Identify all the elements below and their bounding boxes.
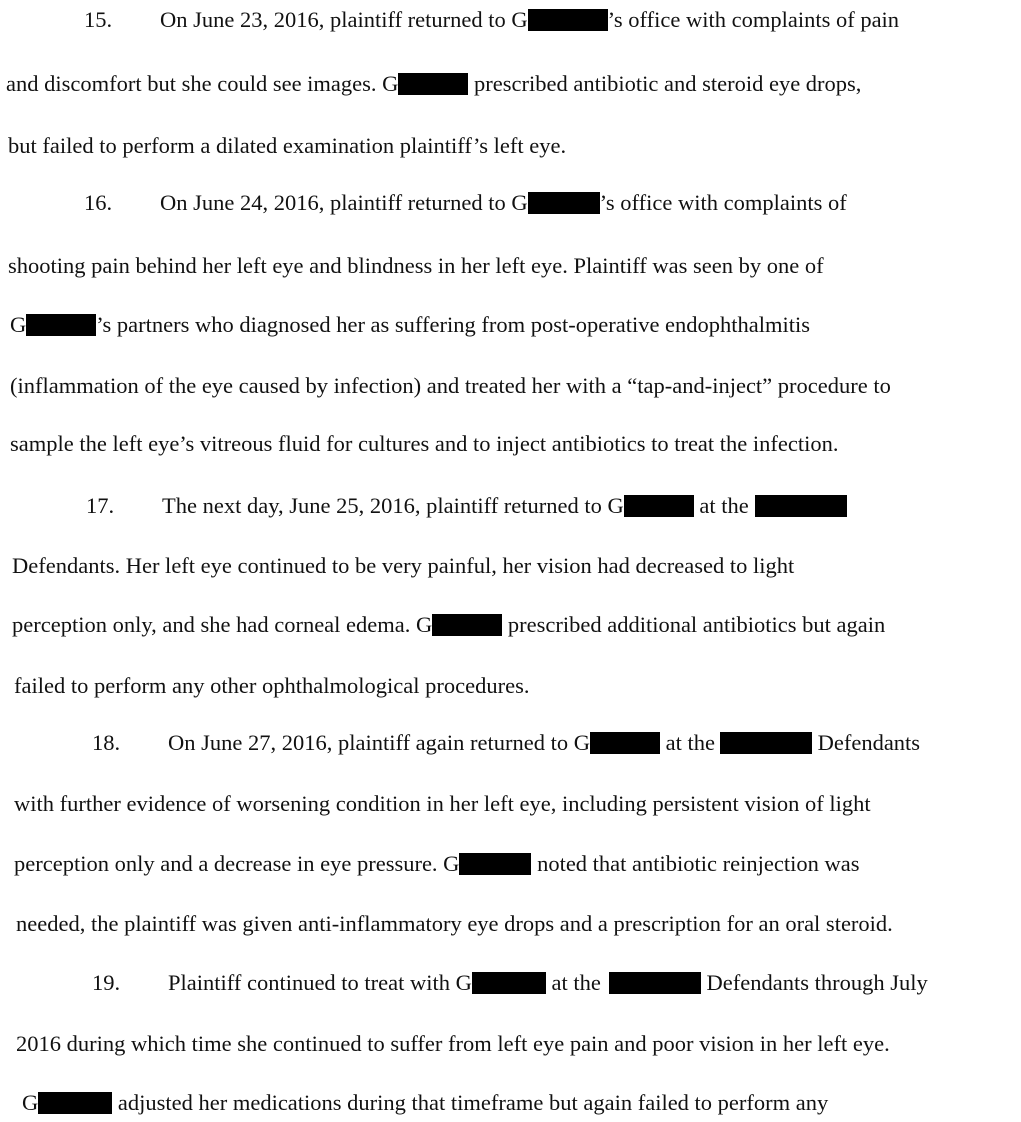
redaction-bar bbox=[755, 495, 847, 517]
paragraph-18-line-3 bbox=[14, 850, 859, 878]
paragraph-19-line-2 bbox=[16, 1030, 890, 1058]
paragraph-text: Plaintiff continued to treat with G bbox=[168, 970, 472, 995]
paragraph-19-line-3 bbox=[22, 1089, 828, 1117]
paragraph-text: (inflammation of the eye caused by infection) and treated her with a “tap-and-inject” procedure to bbox=[10, 373, 891, 398]
paragraph-text: On June 23, 2016, plaintiff returned to G bbox=[160, 7, 528, 32]
paragraph-text: 2016 during which time she continued to suffer from left eye pain and poor vision in her left eye. bbox=[16, 1031, 890, 1056]
paragraph-19-line-1 bbox=[92, 969, 928, 997]
redaction-bar bbox=[624, 495, 694, 517]
redaction-bar bbox=[38, 1092, 112, 1114]
paragraph-16-line-4 bbox=[10, 372, 891, 400]
paragraph-number: 16. bbox=[84, 190, 113, 215]
redaction-bar bbox=[459, 853, 531, 875]
paragraph-text: perception only, and she had corneal edema. G bbox=[12, 612, 433, 637]
paragraph-text: sample the left eye’s vitreous fluid for cultures and to inject antibiotics to treat the infection. bbox=[10, 431, 839, 456]
paragraph-text: prescribed antibiotic and steroid eye drops, bbox=[468, 71, 862, 96]
paragraph-18-line-4 bbox=[16, 910, 893, 938]
paragraph-number: 15. bbox=[84, 7, 113, 32]
redaction-bar bbox=[26, 314, 96, 336]
paragraph-text: needed, the plaintiff was given anti-inflammatory eye drops and a prescription for an oral steroid. bbox=[16, 911, 893, 936]
paragraph-15-line-1 bbox=[84, 6, 899, 34]
redaction-bar bbox=[609, 972, 701, 994]
paragraph-16-line-1 bbox=[84, 189, 847, 217]
redaction-bar bbox=[720, 732, 812, 754]
paragraph-text: but failed to perform a dilated examination plaintiff’s left eye. bbox=[8, 133, 567, 158]
paragraph-17-line-2 bbox=[12, 552, 794, 580]
paragraph-text: G bbox=[22, 1090, 39, 1115]
paragraph-number: 17. bbox=[86, 493, 115, 518]
paragraph-17-line-4 bbox=[14, 672, 529, 700]
paragraph-18-line-1 bbox=[92, 729, 920, 757]
paragraph-text: with further evidence of worsening condition in her left eye, including persistent vision of light bbox=[14, 791, 871, 816]
paragraph-18-line-2 bbox=[14, 790, 871, 818]
paragraph-text: at the bbox=[693, 493, 749, 518]
paragraph-text: failed to perform any other ophthalmological procedures. bbox=[14, 673, 530, 698]
paragraph-17-line-3 bbox=[12, 611, 885, 639]
paragraph-text: ’s office with complaints of pain bbox=[607, 7, 900, 32]
paragraph-text: at the bbox=[545, 970, 601, 995]
paragraph-15-line-2 bbox=[6, 70, 861, 98]
paragraph-number: 19. bbox=[92, 970, 121, 995]
paragraph-text: at the bbox=[660, 730, 715, 755]
paragraph-16-line-3 bbox=[10, 311, 810, 339]
paragraph-text: G bbox=[10, 312, 27, 337]
paragraph-text: and discomfort but she could see images. G bbox=[6, 71, 399, 96]
paragraph-text: On June 27, 2016, plaintiff again returned to G bbox=[168, 730, 590, 755]
redaction-bar bbox=[528, 192, 600, 214]
paragraph-17-line-1 bbox=[86, 492, 847, 520]
paragraph-text: shooting pain behind her left eye and blindness in her left eye. Plaintiff was seen by one of bbox=[8, 253, 824, 278]
paragraph-text: adjusted her medications during that timeframe but again failed to perform any bbox=[112, 1090, 829, 1115]
paragraph-text: Defendants bbox=[811, 730, 921, 755]
paragraph-text: The next day, June 25, 2016, plaintiff returned to G bbox=[162, 493, 624, 518]
paragraph-16-line-2 bbox=[8, 252, 824, 280]
redaction-bar bbox=[472, 972, 546, 994]
paragraph-text: ’s partners who diagnosed her as suffering from post-operative endophthalmitis bbox=[96, 312, 811, 337]
redaction-bar bbox=[432, 614, 502, 636]
paragraph-15-line-3 bbox=[8, 132, 566, 160]
paragraph-text: perception only and a decrease in eye pressure. G bbox=[14, 851, 460, 876]
paragraph-number: 18. bbox=[92, 730, 121, 755]
paragraph-text: noted that antibiotic reinjection was bbox=[531, 851, 860, 876]
redaction-bar bbox=[528, 9, 608, 31]
paragraph-text: prescribed additional antibiotics but again bbox=[502, 612, 886, 637]
paragraph-16-line-5 bbox=[10, 430, 839, 458]
redaction-bar bbox=[590, 732, 660, 754]
paragraph-text: Defendants through July bbox=[700, 970, 928, 995]
redaction-bar bbox=[398, 73, 468, 95]
paragraph-text: On June 24, 2016, plaintiff returned to G bbox=[160, 190, 528, 215]
paragraph-text: Defendants. Her left eye continued to be very painful, her vision had decreased to light bbox=[12, 553, 795, 578]
paragraph-text: ’s office with complaints of bbox=[599, 190, 847, 215]
